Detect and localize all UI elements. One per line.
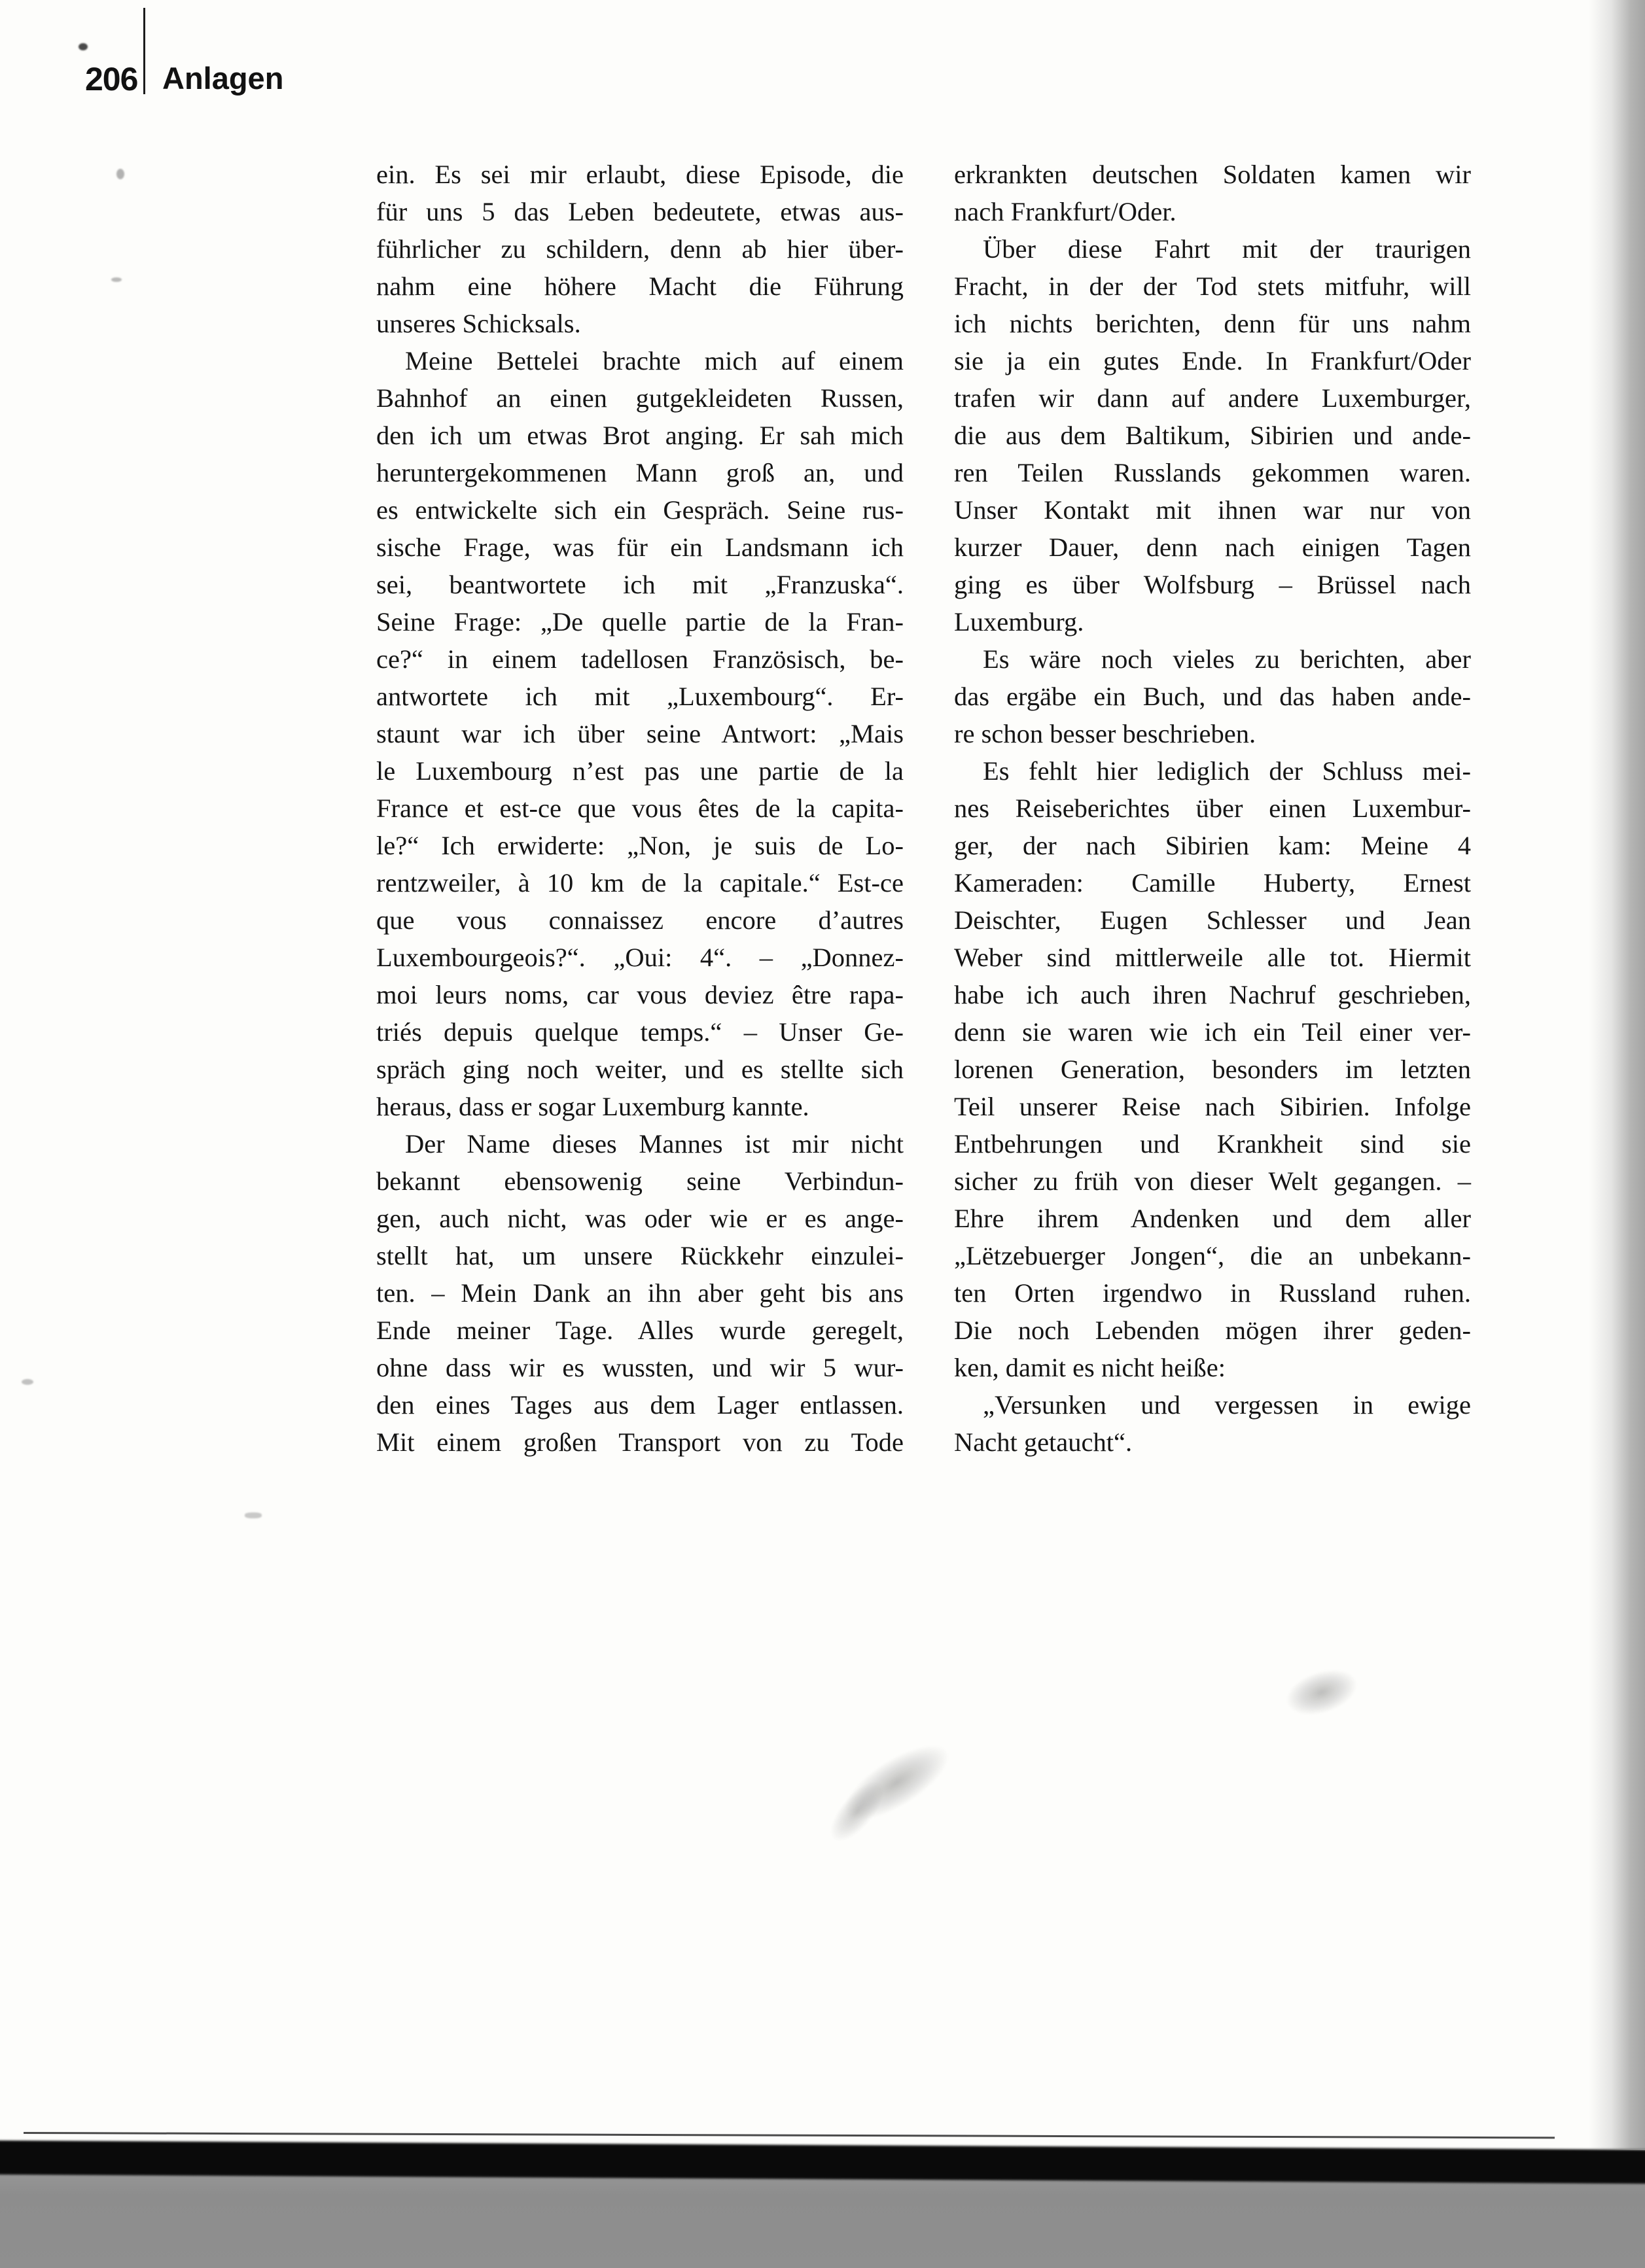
text-line: sicher zu früh von dieser Welt gegangen. –: [954, 1166, 1471, 1196]
text-column-right: [954, 156, 1471, 1461]
scan-smudge: [1281, 1662, 1362, 1723]
text-line: gen, auch nicht, was oder wie er es ange-: [376, 1204, 904, 1233]
text-line: den eines Tages aus dem Lager entlassen.: [376, 1390, 904, 1420]
text-line: antwortete ich mit „Luxembourg“. Er-: [376, 682, 904, 711]
text-line: es entwickelte sich ein Gespräch. Seine rus-: [376, 495, 904, 525]
header-divider: [143, 8, 145, 94]
text-line: Fracht, in der der Tod stets mitfuhr, will: [954, 271, 1471, 301]
text-line: ren Teilen Russlands gekommen waren.: [954, 458, 1471, 487]
page-number: 206: [85, 61, 138, 97]
scanner-bed-background: [0, 2171, 1645, 2268]
text-line: Entbehrungen und Krankheit sind sie: [954, 1129, 1471, 1159]
text-line: sische Frage, was für ein Landsmann ich: [376, 532, 904, 562]
scan-speck: [245, 1512, 262, 1518]
text-line: ce?“ in einem tadellosen Französisch, be-: [376, 644, 904, 674]
text-line: Teil unserer Reise nach Sibirien. Infolge: [954, 1092, 1471, 1121]
text-line: „Lëtzebuerger Jongen“, die an unbekann-: [954, 1241, 1471, 1270]
text-line: Seine Frage: „De quelle partie de la Fran-: [376, 607, 904, 637]
text-line: führlicher zu schildern, denn ab hier über-: [376, 234, 904, 264]
text-line: que vous connaissez encore d’autres: [376, 905, 904, 935]
scan-speck: [22, 1379, 33, 1385]
text-line: Über diese Fahrt mit der traurigen: [983, 234, 1471, 264]
text-line: Deischter, Eugen Schlesser und Jean: [954, 905, 1471, 935]
text-line: Ehre ihrem Andenken und dem aller: [954, 1204, 1471, 1233]
page-bottom-edge-line: [24, 2132, 1555, 2138]
text-line: bekannt ebensowenig seine Verbindun-: [376, 1166, 904, 1196]
text-line: habe ich auch ihren Nachruf geschrieben,: [954, 980, 1471, 1009]
text-line: spräch ging noch weiter, und es stellte sich: [376, 1055, 904, 1084]
text-line: Es wäre noch vieles zu berichten, aber: [983, 644, 1471, 674]
text-line: „Versunken und vergessen in ewige: [983, 1390, 1471, 1420]
text-line: Es fehlt hier lediglich der Schluss mei-: [983, 756, 1471, 786]
text-line: unseres Schicksals.: [376, 309, 581, 338]
text-line: die aus dem Baltikum, Sibirien und ande-: [954, 421, 1471, 450]
text-line: stellt hat, um unsere Rückkehr einzulei-: [376, 1241, 904, 1270]
text-line: Mit einem großen Transport von zu Tode: [376, 1427, 904, 1457]
text-line: ger, der nach Sibirien kam: Meine 4: [954, 831, 1471, 860]
text-line: heraus, dass er sogar Luxemburg kannte.: [376, 1092, 809, 1121]
text-line: Meine Bettelei brachte mich auf einem: [405, 346, 904, 375]
text-line: nach Frankfurt/Oder.: [954, 197, 1176, 226]
text-line: re schon besser beschrieben.: [954, 719, 1256, 748]
text-line: lorenen Generation, besonders im letzten: [954, 1055, 1471, 1084]
text-line: ten Orten irgendwo in Russland ruhen.: [954, 1278, 1471, 1308]
text-line: Die noch Lebenden mögen ihrer geden-: [954, 1316, 1471, 1345]
text-line: Der Name dieses Mannes ist mir nicht: [405, 1129, 904, 1159]
text-line: Nacht getaucht“.: [954, 1427, 1133, 1457]
page-curl-shadow: [1589, 0, 1645, 2149]
text-line: ich nichts berichten, denn für uns nahm: [954, 309, 1471, 338]
page-header: [0, 0, 1645, 111]
text-line: nahm eine höhere Macht die Führung: [376, 271, 904, 301]
text-line: den ich um etwas Brot anging. Er sah mich: [376, 421, 904, 450]
text-line: triés depuis quelque temps.“ – Unser Ge-: [376, 1017, 904, 1047]
text-line: ein. Es sei mir erlaubt, diese Episode, die: [376, 160, 904, 189]
text-line: Luxemburg.: [954, 607, 1084, 637]
scan-speck: [116, 169, 124, 179]
text-line: für uns 5 das Leben bedeutete, etwas aus-: [376, 197, 904, 226]
text-line: heruntergekommenen Mann groß an, und: [376, 458, 904, 487]
text-line: Unser Kontakt mit ihnen war nur von: [954, 495, 1471, 525]
text-line: rentzweiler, à 10 km de la capitale.“ Est-ce: [376, 868, 904, 898]
text-line: nes Reiseberichtes über einen Luxembur-: [954, 794, 1471, 823]
text-line: Luxembourgeois?“. „Oui: 4“. – „Donnez-: [376, 943, 904, 972]
text-line: Bahnhof an einen gutgekleideten Russen,: [376, 383, 904, 413]
text-line: ten. – Mein Dank an ihn aber geht bis ans: [376, 1278, 904, 1308]
text-line: denn sie waren wie ich ein Teil einer ver-: [954, 1017, 1471, 1047]
text-line: ohne dass wir es wussten, und wir 5 wur-: [376, 1353, 904, 1382]
text-column-left: [376, 156, 904, 1461]
text-line: ging es über Wolfsburg – Brüssel nach: [954, 570, 1471, 599]
text-line: kurzer Dauer, denn nach einigen Tagen: [954, 532, 1471, 562]
text-line: trafen wir dann auf andere Luxemburger,: [954, 383, 1471, 413]
text-line: das ergäbe ein Buch, und das haben ande-: [954, 682, 1471, 711]
text-line: sie ja ein gutes Ende. In Frankfurt/Oder: [954, 346, 1471, 375]
scan-speck: [79, 43, 88, 50]
section-title: Anlagen: [162, 61, 284, 96]
text-line: erkrankten deutschen Soldaten kamen wir: [954, 160, 1471, 189]
text-line: France et est-ce que vous êtes de la capita-: [376, 794, 904, 823]
text-line: le Luxembourg n’est pas une partie de la: [376, 756, 904, 786]
text-line: le?“ Ich erwiderte: „Non, je suis de Lo-: [376, 831, 904, 860]
text-line: Ende meiner Tage. Alles wurde geregelt,: [376, 1316, 904, 1345]
text-line: ken, damit es nicht heiße:: [954, 1353, 1226, 1382]
text-line: moi leurs noms, car vous deviez être rapa-: [376, 980, 904, 1009]
text-line: staunt war ich über seine Antwort: „Mais: [376, 719, 904, 748]
text-line: sei, beantwortete ich mit „Franzuska“.: [376, 570, 904, 599]
text-line: Weber sind mittlerweile alle tot. Hiermit: [954, 943, 1471, 972]
text-line: Kameraden: Camille Huberty, Ernest: [954, 868, 1471, 898]
scan-speck: [111, 277, 122, 282]
